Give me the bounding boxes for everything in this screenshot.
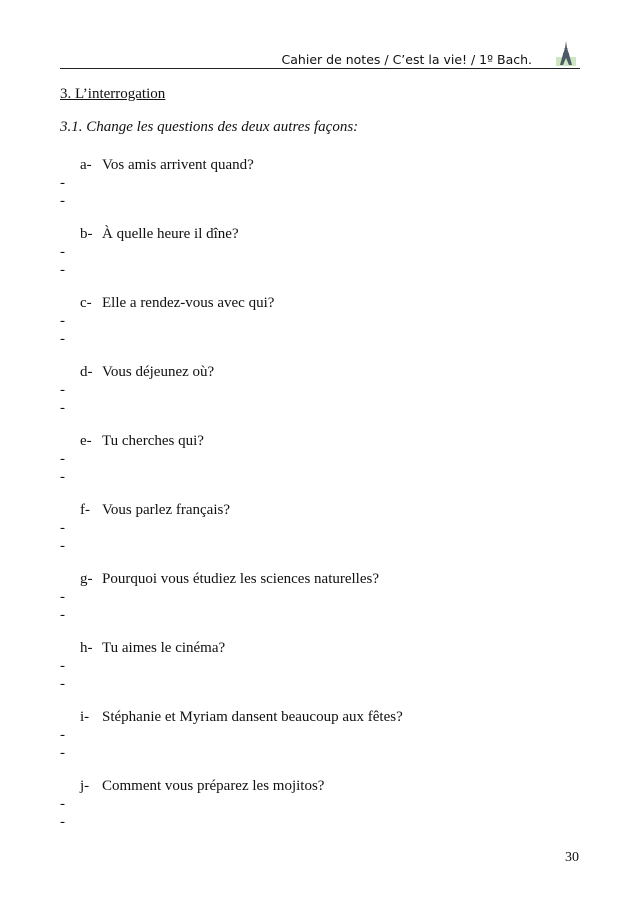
page-header bbox=[60, 40, 580, 69]
answer-line-1[interactable]: - bbox=[60, 175, 65, 191]
question-line bbox=[80, 295, 274, 312]
question-letter: f- bbox=[80, 502, 90, 518]
question-text: Pourquoi vous étudiez les sciences naturelles? bbox=[102, 571, 380, 587]
question-text: Tu aimes le cinéma? bbox=[102, 640, 226, 656]
answer-line-1[interactable]: - bbox=[60, 520, 65, 536]
eiffel-tower-icon bbox=[556, 40, 576, 66]
question-line bbox=[80, 502, 230, 519]
exercise-instruction: 3.1. Change les questions des deux autres façons: bbox=[60, 119, 359, 135]
question-text: Stéphanie et Myriam dansent beaucoup aux fêtes? bbox=[102, 709, 403, 725]
answer-line-2[interactable]: - bbox=[60, 745, 65, 761]
question-letter: d- bbox=[80, 364, 93, 380]
question-text: Vos amis arrivent quand? bbox=[102, 157, 254, 173]
header-title: Cahier de notes / C’est la vie! / 1º Bach. bbox=[281, 52, 532, 67]
question-letter: g- bbox=[80, 571, 93, 587]
question-letter: e- bbox=[80, 433, 92, 449]
answer-line-2[interactable]: - bbox=[60, 469, 65, 485]
answer-line-2[interactable]: - bbox=[60, 193, 65, 209]
question-line bbox=[80, 433, 204, 450]
page-number: 30 bbox=[565, 850, 579, 865]
answer-line-2[interactable]: - bbox=[60, 400, 65, 416]
answer-line-1[interactable]: - bbox=[60, 658, 65, 674]
answer-line-2[interactable]: - bbox=[60, 607, 65, 623]
answer-line-1[interactable]: - bbox=[60, 451, 65, 467]
answer-line-2[interactable]: - bbox=[60, 538, 65, 554]
question-line bbox=[80, 640, 225, 657]
question-text: Vous parlez français? bbox=[102, 502, 230, 518]
question-letter: j- bbox=[80, 778, 90, 794]
question-text: Elle a rendez-vous avec qui? bbox=[102, 295, 275, 311]
question-text: Tu cherches qui? bbox=[102, 433, 204, 449]
question-line bbox=[80, 364, 214, 381]
answer-line-2[interactable]: - bbox=[60, 814, 65, 830]
question-text: À quelle heure il dîne? bbox=[102, 226, 239, 242]
section-title: 3. L’interrogation bbox=[60, 86, 166, 102]
question-line bbox=[80, 778, 324, 795]
question-letter: c- bbox=[80, 295, 92, 311]
answer-line-1[interactable]: - bbox=[60, 796, 65, 812]
question-line bbox=[80, 157, 254, 174]
question-text: Comment vous préparez les mojitos? bbox=[102, 778, 325, 794]
answer-line-2[interactable]: - bbox=[60, 331, 65, 347]
question-line bbox=[80, 709, 403, 726]
question-letter: a- bbox=[80, 157, 92, 173]
answer-line-1[interactable]: - bbox=[60, 244, 65, 260]
answer-line-1[interactable]: - bbox=[60, 727, 65, 743]
question-letter: b- bbox=[80, 226, 93, 242]
answer-line-1[interactable]: - bbox=[60, 313, 65, 329]
answer-line-1[interactable]: - bbox=[60, 589, 65, 605]
answer-line-2[interactable]: - bbox=[60, 676, 65, 692]
answer-line-2[interactable]: - bbox=[60, 262, 65, 278]
answer-line-1[interactable]: - bbox=[60, 382, 65, 398]
question-line bbox=[80, 571, 379, 588]
question-text: Vous déjeunez où? bbox=[102, 364, 215, 380]
question-letter: i- bbox=[80, 709, 90, 725]
question-letter: h- bbox=[80, 640, 93, 656]
question-line bbox=[80, 226, 239, 243]
